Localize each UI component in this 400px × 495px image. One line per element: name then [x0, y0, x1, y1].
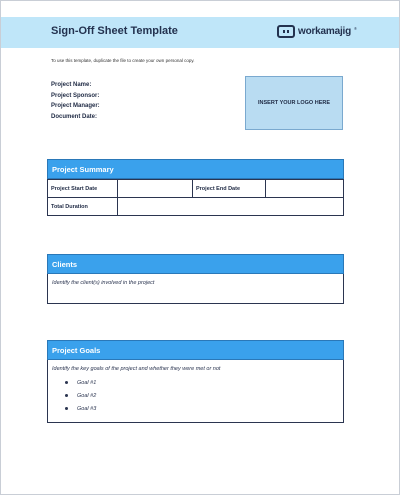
- document-title: Sign-Off Sheet Template: [51, 25, 178, 37]
- total-duration-cell[interactable]: [118, 198, 344, 216]
- bullet-icon: [65, 381, 68, 384]
- total-duration-label: Total Duration: [48, 198, 118, 216]
- document-date-label: Document Date:: [51, 113, 98, 120]
- brand-logo: [277, 25, 357, 38]
- project-summary-section: [47, 159, 344, 216]
- clients-body[interactable]: [47, 274, 344, 304]
- table-row: [48, 198, 344, 216]
- goal-text: Goal #3: [77, 405, 97, 412]
- project-goals-prompt: Identify the key goals of the project and whether they were met or not: [52, 366, 221, 372]
- project-sponsor-label: Project Sponsor:: [51, 92, 100, 99]
- project-goals-body[interactable]: [47, 360, 344, 423]
- project-info-labels: [51, 80, 100, 122]
- brand-name: workamajig: [298, 26, 352, 37]
- bullet-icon: [65, 394, 68, 397]
- list-item: [52, 402, 343, 415]
- clients-prompt: Identify the client(s) involved in the project: [52, 280, 155, 286]
- logo-placeholder: INSERT YOUR LOGO HERE: [245, 76, 343, 130]
- workamajig-logo-icon: [277, 25, 295, 38]
- project-start-date-cell[interactable]: [118, 180, 193, 198]
- project-end-date-cell[interactable]: [266, 180, 344, 198]
- project-goals-section: [47, 340, 344, 423]
- goal-text: Goal #1: [77, 379, 97, 386]
- goal-list: [52, 376, 343, 415]
- project-name-label: Project Name:: [51, 82, 92, 88]
- bullet-icon: [65, 407, 68, 410]
- list-item: [52, 376, 343, 389]
- project-goals-heading: Project Goals: [47, 340, 344, 360]
- project-start-date-label: Project Start Date: [48, 180, 118, 198]
- instructions-text: To use this template, duplicate the file to create your own personal copy.: [51, 58, 195, 63]
- project-summary-table: [47, 179, 344, 216]
- list-item: [52, 389, 343, 402]
- project-summary-heading: Project Summary: [47, 159, 344, 179]
- clients-heading: Clients: [47, 254, 344, 274]
- brand-trademark: ®: [354, 26, 357, 31]
- project-manager-label: Project Manager:: [51, 103, 100, 109]
- clients-section: [47, 254, 344, 304]
- goal-text: Goal #2: [77, 392, 97, 399]
- project-end-date-label: Project End Date: [193, 180, 266, 198]
- table-row: [48, 180, 344, 198]
